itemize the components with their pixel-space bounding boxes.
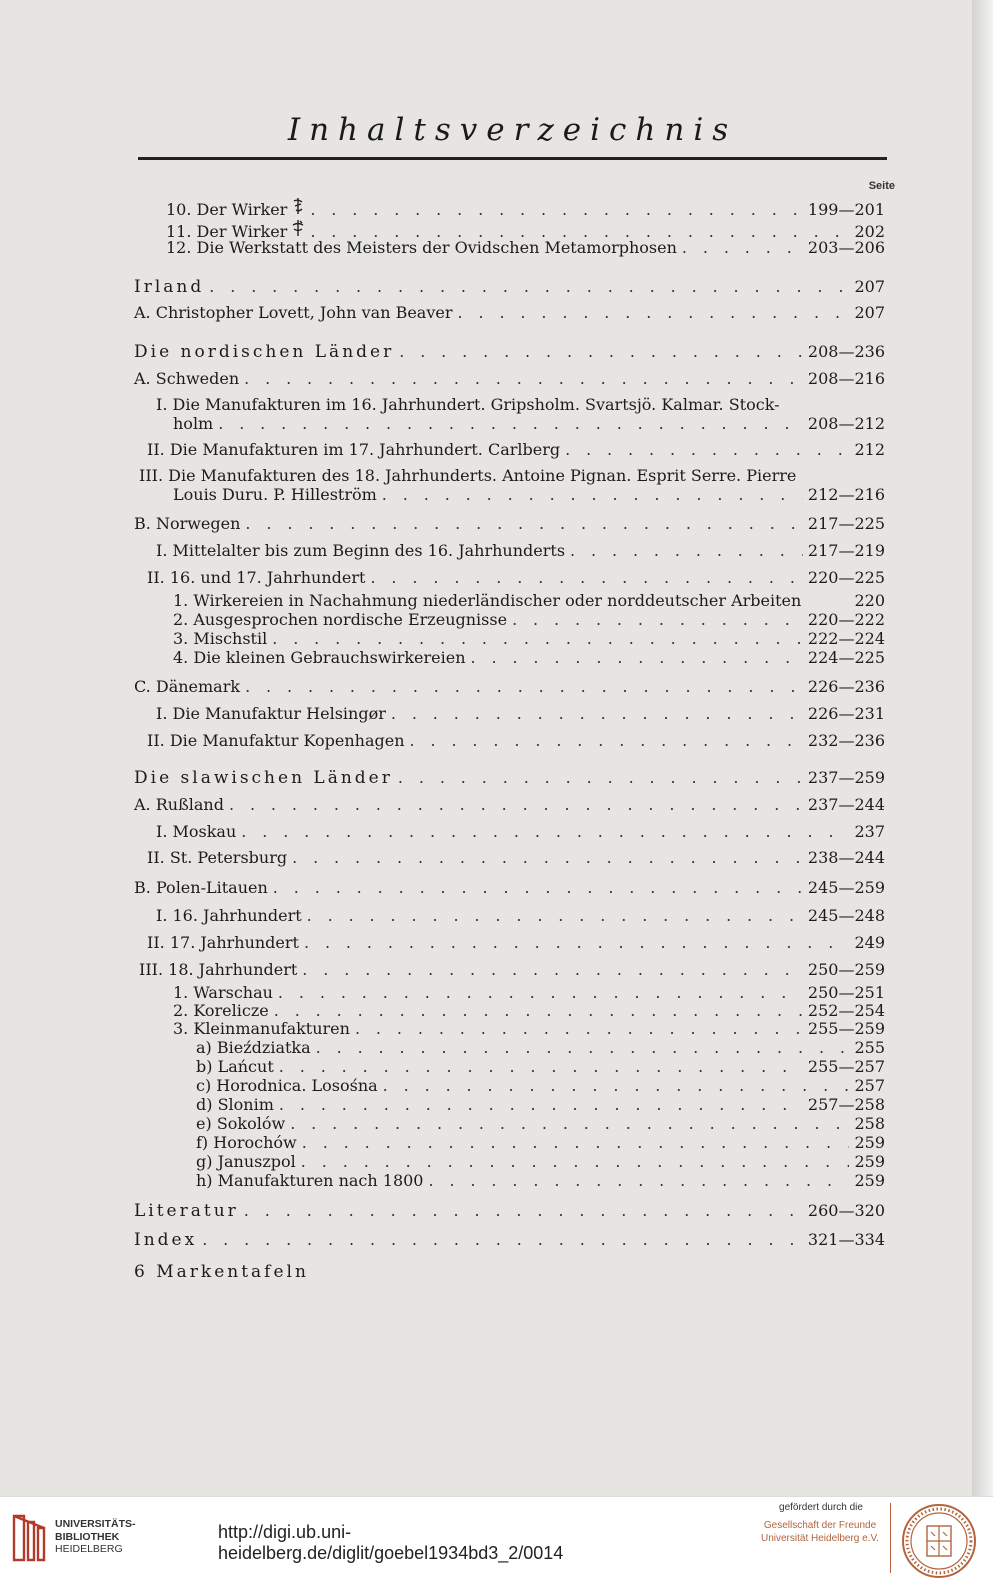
toc-text: Ausgesprochen nordische Erzeugnisse xyxy=(193,610,508,629)
toc-number: C. xyxy=(134,677,151,696)
toc-text: Die Manufakturen im 17. Jahrhundert. Carlberg xyxy=(169,440,561,459)
page-title: Inhaltsverzeichnis xyxy=(287,112,738,148)
toc-leader xyxy=(570,541,803,561)
toc-text: 16. und 17. Jahrhundert xyxy=(169,568,366,587)
toc-text: Korelicze xyxy=(193,1001,269,1020)
toc-page: 260—320 xyxy=(807,1201,885,1220)
toc-page: 255 xyxy=(854,1038,885,1057)
toc-number: B. xyxy=(134,514,151,533)
toc-entry xyxy=(147,440,885,460)
permalink-url[interactable]: http://digi.ub.uni-heidelberg.de/diglit/goebel1934bd3_2/0014 xyxy=(218,1522,564,1563)
toc-number: 3. xyxy=(173,1019,189,1038)
toc-page: 237 xyxy=(854,822,885,841)
toc-page: 224—225 xyxy=(807,648,885,667)
toc-leader xyxy=(565,440,849,460)
toc-leader xyxy=(302,1133,850,1153)
toc-number: g) xyxy=(196,1152,213,1171)
toc-entry-first-line xyxy=(139,466,796,486)
toc-section xyxy=(134,1262,309,1282)
toc-entry xyxy=(147,731,885,751)
toc-text: Bieździatka xyxy=(216,1038,311,1057)
toc-text: Norwegen xyxy=(155,514,241,533)
toc-text: Die Manufakturen des 18. Jahrhunderts. Antoine Pignan. Esprit Serre. Pierre xyxy=(168,466,797,485)
toc-number: III. xyxy=(139,960,164,979)
toc-number: 2. xyxy=(173,1001,189,1020)
toc-entry xyxy=(173,591,885,611)
toc-text: Januszpol xyxy=(217,1152,296,1171)
toc-entry-first-line xyxy=(156,395,780,415)
toc-leader xyxy=(355,1019,803,1039)
toc-section xyxy=(134,1201,885,1221)
toc-text: Wirkereien in Nachahmung niederländischer oder norddeutscher Arbeiten xyxy=(193,591,802,610)
page-column-label: Seite xyxy=(868,180,895,192)
toc-number: a) xyxy=(196,1038,212,1057)
toc-leader xyxy=(241,822,849,842)
toc-section xyxy=(134,1230,885,1250)
toc-entry-continuation xyxy=(173,485,885,505)
toc-leader xyxy=(272,629,803,649)
toc-page: 226—236 xyxy=(807,677,885,696)
toc-section xyxy=(134,768,885,788)
toc-text: Die kleinen Gebrauchswirkereien xyxy=(193,648,466,667)
toc-leader xyxy=(304,933,849,953)
toc-page: 207 xyxy=(854,303,885,322)
toc-page: 250—251 xyxy=(807,983,885,1002)
toc-number: I. xyxy=(156,822,168,841)
toc-entry xyxy=(134,677,885,697)
toc-number: II. xyxy=(147,848,165,867)
toc-text: Kleinmanufakturen xyxy=(193,1019,350,1038)
toc-entry xyxy=(173,983,885,1003)
toc-entry xyxy=(173,629,885,649)
toc-leader xyxy=(279,1095,803,1115)
toc-entry xyxy=(134,514,885,534)
sponsor-name xyxy=(758,1519,882,1545)
toc-page: 208—236 xyxy=(807,342,885,361)
toc-entry xyxy=(134,303,885,323)
toc-page: 257 xyxy=(854,1076,885,1095)
toc-number: I. xyxy=(156,906,168,925)
toc-text: Index xyxy=(134,1230,198,1250)
toc-number: B. xyxy=(134,878,151,897)
toc-number: A. xyxy=(134,795,151,814)
library-name-line: BIBLIOTHEK xyxy=(55,1530,120,1543)
toc-leader xyxy=(244,369,803,389)
weaver-mark-icon xyxy=(291,197,305,215)
toc-page: 257—258 xyxy=(807,1095,885,1114)
toc-number: 1. xyxy=(173,983,189,1002)
toc-entry xyxy=(147,933,885,953)
toc-entry xyxy=(166,219,885,239)
toc-page: 222—224 xyxy=(807,629,885,648)
toc-number: I. xyxy=(156,541,168,560)
toc-number: II. xyxy=(147,440,165,459)
toc-page: 237—244 xyxy=(807,795,885,814)
toc-number: I. xyxy=(156,704,168,723)
toc-text: Slonim xyxy=(217,1095,274,1114)
toc-page: 321—334 xyxy=(807,1230,885,1249)
toc-leader xyxy=(471,648,803,668)
toc-text: Manufakturen nach 1800 xyxy=(217,1171,424,1190)
toc-entry xyxy=(173,1001,885,1021)
toc-page: 249 xyxy=(854,933,885,952)
toc-entry xyxy=(156,704,885,724)
toc-entry xyxy=(196,1152,885,1172)
toc-entry xyxy=(156,541,885,561)
toc-page: 232—236 xyxy=(807,731,885,750)
toc-text: 17. Jahrhundert xyxy=(169,933,299,952)
toc-page: 258 xyxy=(854,1114,885,1133)
toc-page: 208—216 xyxy=(807,369,885,388)
toc-entry xyxy=(196,1114,885,1134)
toc-text: Die Manufakturen im 16. Jahrhundert. Gripsholm. Svartsjö. Kalmar. Stock- xyxy=(172,395,780,414)
footer-divider xyxy=(890,1503,891,1573)
toc-leader xyxy=(244,1201,803,1221)
toc-page: 207 xyxy=(854,277,885,296)
toc-number: II. xyxy=(147,933,165,952)
toc-page: 202 xyxy=(854,222,885,241)
toc-text: Moskau xyxy=(172,822,237,841)
toc-page: 238—244 xyxy=(807,848,885,867)
toc-text: Sokolów xyxy=(216,1114,286,1133)
toc-text: Louis Duru. P. Hilleström xyxy=(173,485,377,504)
toc-leader xyxy=(245,514,803,534)
page-edge-shadow xyxy=(972,0,993,1496)
toc-page: 212 xyxy=(854,440,885,459)
toc-text: Irland xyxy=(134,277,205,297)
toc-entry xyxy=(156,822,885,842)
toc-text: Literatur xyxy=(134,1201,239,1221)
toc-leader xyxy=(682,238,803,258)
toc-leader xyxy=(209,277,849,297)
toc-text: Die nordischen Länder xyxy=(134,342,395,362)
toc-text: Der Wirker xyxy=(196,222,288,241)
toc-text: Mittelalter bis zum Beginn des 16. Jahrhunderts xyxy=(172,541,566,560)
toc-leader xyxy=(202,1230,803,1250)
toc-entry xyxy=(147,568,885,588)
toc-text: Rußland xyxy=(155,795,224,814)
toc-page: 259 xyxy=(854,1152,885,1171)
toc-number: 4. xyxy=(173,648,189,667)
toc-leader xyxy=(245,677,803,697)
toc-entry xyxy=(196,1057,885,1077)
toc-leader xyxy=(290,1114,849,1134)
toc-section xyxy=(134,342,885,362)
toc-page: 250—259 xyxy=(807,960,885,979)
toc-entry xyxy=(156,906,885,926)
toc-leader xyxy=(398,768,803,788)
toc-number: b) xyxy=(196,1057,213,1076)
toc-number: I. xyxy=(156,395,168,414)
toc-text: Die Manufaktur Kopenhagen xyxy=(169,731,405,750)
toc-text: Lańcut xyxy=(217,1057,274,1076)
toc-number: A. xyxy=(134,369,151,388)
toc-text: Mischstil xyxy=(193,629,268,648)
toc-page: 212—216 xyxy=(807,485,885,504)
toc-leader xyxy=(310,200,803,220)
toc-text: Der Wirker xyxy=(196,200,288,219)
toc-text: Horochów xyxy=(213,1133,297,1152)
toc-leader xyxy=(383,1076,850,1096)
sponsor-name-line: Universität Heidelberg e.V. xyxy=(760,1533,880,1544)
toc-entry xyxy=(134,369,885,389)
title-rule xyxy=(138,157,887,160)
toc-leader xyxy=(316,1038,850,1058)
toc-page: 203—206 xyxy=(807,238,885,257)
toc-text: Die Werkstatt des Meisters der Ovidschen Metamorphosen xyxy=(196,238,677,257)
toc-page: 217—219 xyxy=(807,541,885,560)
toc-number: II. xyxy=(147,731,165,750)
weaver-mark-icon xyxy=(291,219,305,237)
toc-number: A. xyxy=(134,303,151,322)
toc-entry xyxy=(173,648,885,668)
toc-leader xyxy=(428,1171,849,1191)
toc-page: 255—259 xyxy=(807,1019,885,1038)
toc-text: Dänemark xyxy=(155,677,241,696)
toc-leader xyxy=(218,414,803,434)
toc-entry xyxy=(196,1076,885,1096)
library-name-line: UNIVERSITÄTS- xyxy=(55,1518,136,1530)
toc-leader xyxy=(229,795,803,815)
sponsor-name-line: Gesellschaft der Freunde xyxy=(763,1520,877,1531)
toc-leader xyxy=(274,1001,803,1021)
toc-text: Die Manufaktur Helsingør xyxy=(172,704,386,723)
toc-leader xyxy=(382,485,803,505)
toc-leader xyxy=(410,731,803,751)
toc-text: Schweden xyxy=(155,369,240,388)
library-name xyxy=(55,1518,136,1556)
toc-number: 2. xyxy=(173,610,189,629)
toc-leader xyxy=(512,610,803,630)
toc-entry xyxy=(166,197,885,217)
toc-number: 10. xyxy=(166,200,192,219)
toc-page: 220—222 xyxy=(807,610,885,629)
funded-by-label: gefördert durch die xyxy=(779,1502,863,1513)
toc-leader xyxy=(370,568,802,588)
toc-page: 252—254 xyxy=(807,1001,885,1020)
toc-leader xyxy=(292,848,803,868)
toc-entry xyxy=(147,848,885,868)
toc-page: 245—259 xyxy=(807,878,885,897)
toc-page: 237—259 xyxy=(807,768,885,787)
toc-number: f) xyxy=(196,1133,209,1152)
toc-number: h) xyxy=(196,1171,213,1190)
toc-page: 226—231 xyxy=(807,704,885,723)
toc-leader xyxy=(307,906,803,926)
toc-leader xyxy=(273,878,803,898)
toc-entry xyxy=(196,1171,885,1191)
university-seal-icon xyxy=(900,1502,978,1580)
toc-page: 220—225 xyxy=(807,568,885,587)
toc-number: c) xyxy=(196,1076,212,1095)
toc-number: 1. xyxy=(173,591,189,610)
toc-text: 18. Jahrhundert xyxy=(168,960,298,979)
toc-entry xyxy=(134,795,885,815)
toc-page: 199—201 xyxy=(807,200,885,219)
toc-entry xyxy=(166,238,885,258)
toc-entry xyxy=(134,878,885,898)
toc-leader xyxy=(278,983,803,1003)
toc-text: Horodnica. Losośna xyxy=(216,1076,378,1095)
toc-number: III. xyxy=(139,466,164,485)
toc-entry xyxy=(173,610,885,630)
toc-number: 12. xyxy=(166,238,192,257)
toc-entry xyxy=(196,1133,885,1153)
toc-page: 208—212 xyxy=(807,414,885,433)
toc-text: Warschau xyxy=(193,983,273,1002)
toc-page: 255—257 xyxy=(807,1057,885,1076)
toc-number: d) xyxy=(196,1095,213,1114)
toc-entry-continuation xyxy=(173,414,885,434)
toc-section xyxy=(134,277,885,297)
toc-leader xyxy=(279,1057,803,1077)
toc-page: 259 xyxy=(854,1133,885,1152)
toc-leader xyxy=(301,1152,850,1172)
toc-page: 259 xyxy=(854,1171,885,1190)
toc-number: 11. xyxy=(166,222,192,241)
library-logo-icon xyxy=(10,1512,48,1564)
toc-text: Christopher Lovett, John van Beaver xyxy=(155,303,453,322)
toc-text: Polen-Litauen xyxy=(155,878,268,897)
toc-text: Die slawischen Länder xyxy=(134,768,393,788)
toc-number: e) xyxy=(196,1114,212,1133)
toc-text: 16. Jahrhundert xyxy=(172,906,302,925)
library-name-line: HEIDELBERG xyxy=(55,1543,123,1555)
toc-entry xyxy=(196,1038,885,1058)
toc-page: 220 xyxy=(854,591,885,610)
toc-entry xyxy=(173,1019,885,1039)
toc-leader xyxy=(302,960,803,980)
toc-text: holm xyxy=(173,414,214,433)
toc-leader xyxy=(391,704,803,724)
toc-number: II. xyxy=(147,568,165,587)
toc-leader xyxy=(458,303,850,323)
toc-number: 3. xyxy=(173,629,189,648)
toc-page: 217—225 xyxy=(807,514,885,533)
toc-entry xyxy=(196,1095,885,1115)
toc-leader xyxy=(399,342,803,362)
toc-text: 6 Markentafeln xyxy=(134,1262,309,1282)
toc-entry xyxy=(139,960,885,980)
toc-text: St. Petersburg xyxy=(169,848,288,867)
toc-page: 245—248 xyxy=(807,906,885,925)
